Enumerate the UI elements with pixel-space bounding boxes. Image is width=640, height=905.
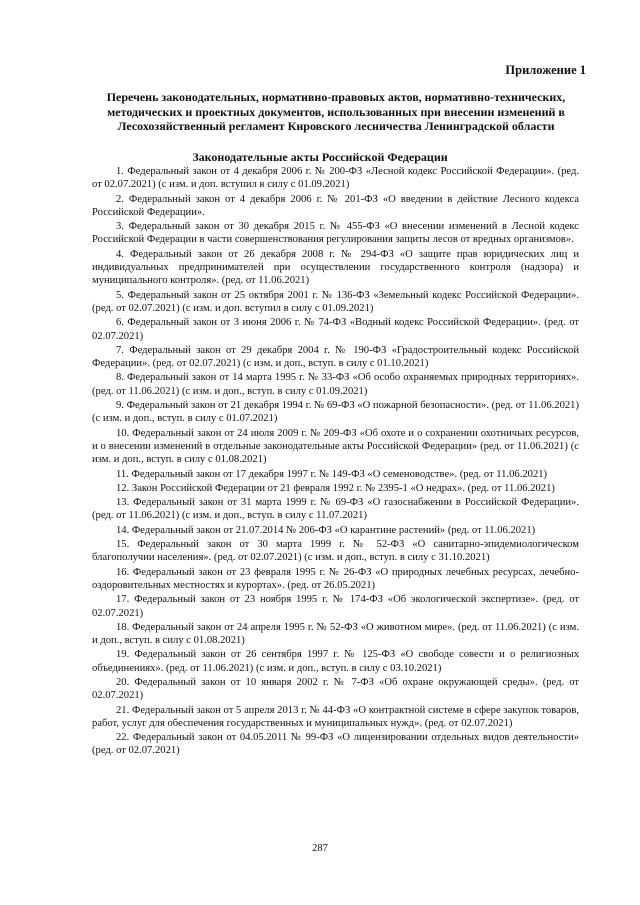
list-item: 15. Федеральный закон от 30 марта 1999 г. № 52-ФЗ «О санитарно-эпидемиологическом благополучии населения». (ред. от 02.07.2021) (с изм. и доп., вступ. в силу с 31.10.2021) — [92, 539, 579, 564]
list-item: 16. Федеральный закон от 23 февраля 1995 г. № 26-ФЗ «О природных лечебных ресурсах, лечебно-оздоровительных местностях и курортах». (ред. от 26.05.2021) — [92, 566, 579, 591]
list-item: 1. Федеральный закон от 4 декабря 2006 г. № 200-ФЗ «Лесной кодекс Российской Федерации». (ред. от 02.07.2021) (с изм. и доп. вступил в силу с 01.09.2021) — [92, 166, 579, 191]
list-item: 10. Федеральный закон от 24 июля 2009 г. № 209-ФЗ «Об охоте и о сохранении охотничьих ресурсов, и о внесении изменений в отдельные законодательные акты Российской Федерации» (ред. от 11.06.2021) (с изм. и доп., вступ. в силу с 01.08.2021) — [92, 427, 579, 466]
list-item: 13. Федеральный закон от 31 марта 1999 г. № 69-ФЗ «О газоснабжении в Российской Федерации». (ред. от 11.06.2021) (с изм. и доп., вступ. в силу с 11.07.2021) — [92, 497, 579, 522]
list-item: 22. Федеральный закон от 04.05.2011 № 99-ФЗ «О лицензировании отдельных видов деятельности» (ред. от 02.07.2021) — [92, 732, 579, 757]
appendix-label: Приложение 1 — [505, 63, 586, 77]
list-item: 21. Федеральный закон от 5 апреля 2013 г. № 44-ФЗ «О контрактной системе в сфере закупок товаров, работ, услуг для обеспечения государственных и муниципальных нужд». (ред. от 02.07.2021) — [92, 704, 579, 729]
list-item: 5. Федеральный закон от 25 октября 2001 г. № 136-ФЗ «Земельный кодекс Российской Федерации». (ред. от 02.07.2021) (с изм. и доп. вступил в силу с 01.09.2021) — [92, 289, 579, 314]
list-item: 8. Федеральный закон от 14 марта 1995 г. № 33-ФЗ «Об особо охраняемых природных территориях». (ред. от 11.06.2021) (с изм. и доп., вступ. в силу с 01.09.2021) — [92, 372, 579, 397]
list-item: 4. Федеральный закон от 26 декабря 2008 г. № 294-ФЗ «О защите прав юридических лиц и индивидуальных предпринимателей при осуществлении государственного контроля (надзора) и муниципального контроля». (ред. от 11.06.2021) — [92, 248, 579, 287]
list-item: 6. Федеральный закон от 3 июня 2006 г. № 74-ФЗ «Водный кодекс Российской Федерации». (ред. от 02.07.2021) — [92, 317, 579, 342]
list-item: 20. Федеральный закон от 10 января 2002 г. № 7-ФЗ «Об охране окружающей среды». (ред. от 02.07.2021) — [92, 676, 579, 702]
list-item: 17. Федеральный закон от 23 ноября 1995 г. № 174-ФЗ «Об экологической экспертизе». (ред. от 02.07.2021) — [92, 594, 579, 619]
document-title: Перечень законодательных, нормативно-правовых актов, нормативно-технических, методических и проектных документов, использованных при внесении изменений в Лесохозяйственный регламент Кировского лесничества Ленинградской области — [106, 90, 566, 133]
list-item: 14. Федеральный закон от 21.07.2014 № 206-ФЗ «О карантине растений» (ред. от 11.06.2021) — [116, 524, 536, 536]
list-item: 3. Федеральный закон от 30 декабря 2015 г. № 455-ФЗ «О внесении изменений в Лесной кодекс Российской Федерации в части совершенствования регулирования защиты лесов от вредных организмов». — [92, 221, 579, 246]
legislation-list — [92, 165, 579, 759]
list-item: 11. Федеральный закон от 17 декабря 1997 г. № 149-ФЗ «О семеноводстве». (ред. от 11.06.2021) — [116, 468, 548, 480]
list-item: 18. Федеральный закон от 24 апреля 1995 г. № 52-ФЗ «О животном мире». (ред. от 11.06.2021) (с изм. и доп., вступ. в силу с 01.08.2021) — [92, 621, 579, 647]
list-item: 19. Федеральный закон от 26 сентября 1997 г. № 125-ФЗ «О свободе совести и о религиозных объединениях». (ред. от 11.06.2021) (с изм. и доп., вступ. в силу с 03.10.2021) — [92, 649, 579, 674]
list-item: 2. Федеральный закон от 4 декабря 2006 г. № 201-ФЗ «О введении в действие Лесного кодекса Российской Федерации». — [92, 193, 579, 218]
list-item: 9. Федеральный закон от 21 декабря 1994 г. № 69-ФЗ «О пожарной безопасности». (ред. от 11.06.2021) (с изм. и доп., вступ. в силу с 01.07.2021) — [92, 400, 579, 425]
section-heading: Законодательные акты Российской Федерации — [192, 150, 448, 164]
list-item: 7. Федеральный закон от 29 декабря 2004 г. № 190-ФЗ «Градостроительный кодекс Российской Федерации». (ред. от 02.07.2021) (с изм. и доп., вступ. в силу с 01.10.2021) — [92, 344, 579, 370]
list-item: 12. Закон Российской Федерации от 21 февраля 1992 г. № 2395-1 «О недрах». (ред. от 11.06.2021) — [116, 482, 555, 494]
page-number: 287 — [312, 843, 328, 854]
